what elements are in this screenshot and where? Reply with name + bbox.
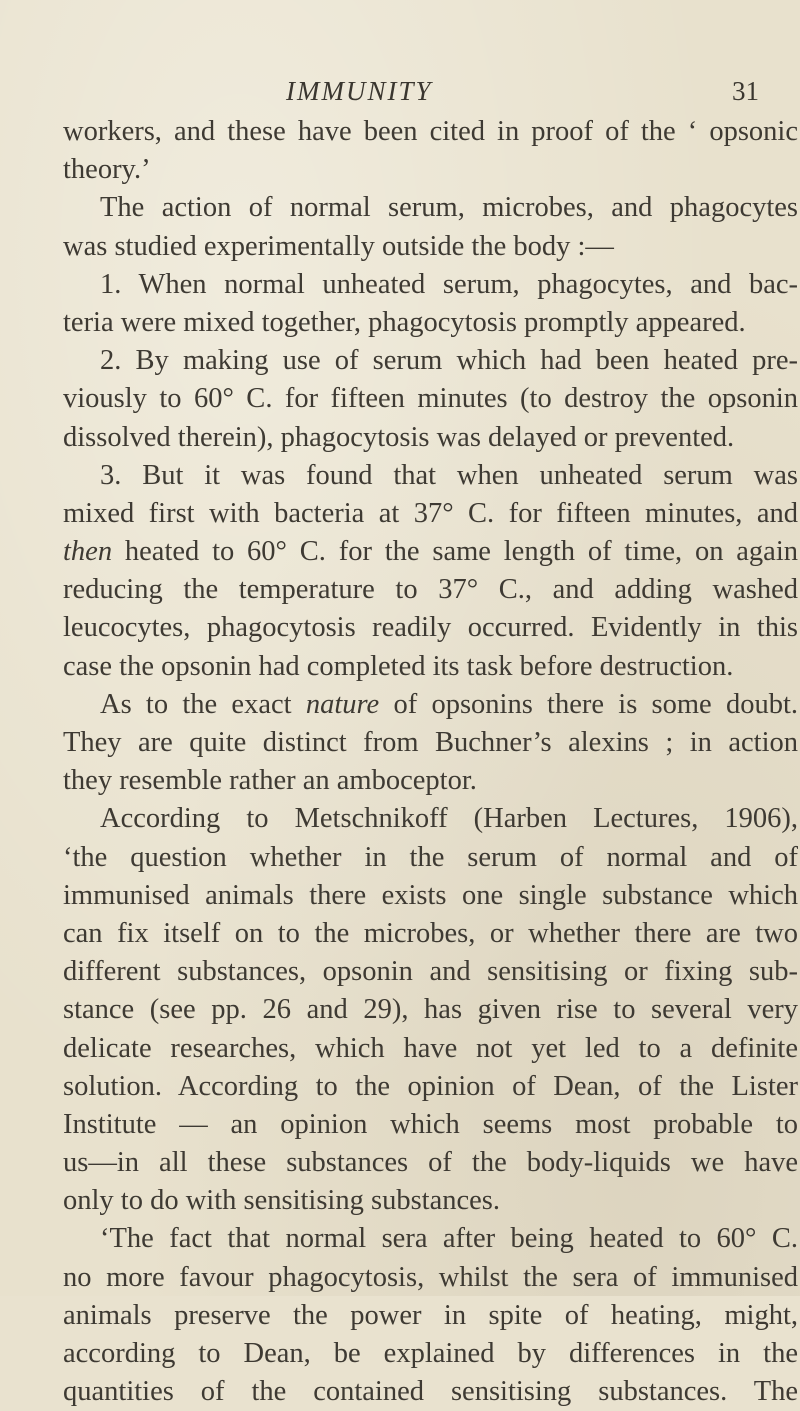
body-text — [63, 113, 798, 1411]
text-line: stance (see pp. 26 and 29), has given rise to several very — [63, 994, 798, 1026]
text-line — [63, 533, 798, 571]
text-line: dissolved therein), phagocytosis was delayed or prevented. — [63, 421, 735, 453]
text-line: quantities of the contained sensitising substances. The — [63, 1376, 798, 1408]
text-line — [63, 686, 798, 724]
text-line: 1. When normal unheated serum, phagocytes, and bac- — [100, 268, 798, 300]
italic-word: then — [63, 536, 113, 568]
text-line: theory.’ — [63, 154, 151, 186]
text-line: viously to 60° C. for fifteen minutes (to destroy the opsonin — [63, 383, 798, 415]
text-line: immunised animals there exists one single substance which — [63, 879, 798, 911]
text-line: animals preserve the power in spite of heating, might, — [63, 1299, 798, 1331]
text-line: The action of normal serum, microbes, and phagocytes — [100, 192, 798, 224]
text-line: no more favour phagocytosis, whilst the sera of immunised — [63, 1261, 798, 1293]
italic-word: nature — [305, 688, 380, 720]
text-line: they resemble rather an amboceptor. — [63, 765, 477, 797]
text-line: according to Dean, be explained by differences in the — [63, 1338, 798, 1369]
text-line: teria were mixed together, phagocytosis promptly appeared. — [63, 306, 746, 338]
text-segment: heated to 60° C. for the same length of time, on again — [112, 536, 798, 568]
text-segment: As to the exact — [100, 688, 306, 720]
text-line: They are quite distinct from Buchner’s alexins ; in action — [63, 727, 798, 758]
text-line: reducing the temperature to 37° C., and adding washed — [63, 574, 798, 606]
text-line: us—in all these substances of the body-liquids we have — [63, 1147, 798, 1179]
text-line: ‘the question whether in the serum of normal and of — [63, 841, 798, 873]
text-line: According to Metschnikoff (Harben Lectures, 1906), — [100, 803, 798, 835]
text-line: can fix itself on to the microbes, or whether there are two — [63, 917, 798, 949]
text-line: Institute — an opinion which seems most probable to — [63, 1108, 798, 1140]
text-line: different substances, opsonin and sensitising or fixing sub- — [63, 956, 798, 988]
text-line: workers, and these have been cited in proof of the ‘ opsonic — [63, 116, 798, 147]
running-header — [0, 70, 800, 110]
text-line: 3. But it was found that when unheated serum was — [100, 459, 798, 491]
text-line: 2. By making use of serum which had been heated pre- — [100, 345, 798, 377]
text-line: ‘The fact that normal sera after being heated to 60° C. — [100, 1223, 798, 1255]
text-line: was studied experimentally outside the body :— — [63, 230, 614, 262]
text-line: delicate researches, which have not yet led to a definite — [63, 1032, 798, 1064]
text-line: solution. According to the opinion of Dean, of the Lister — [63, 1070, 798, 1102]
page-number: 31 — [732, 76, 759, 106]
text-line: case the opsonin had completed its task before destruction. — [63, 650, 734, 682]
text-line: only to do with sensitising substances. — [63, 1185, 500, 1217]
text-line: mixed first with bacteria at 37° C. for fifteen minutes, and — [63, 497, 798, 529]
text-line: leucocytes, phagocytosis readily occurred. Evidently in this — [63, 612, 798, 644]
running-title: IMMUNITY — [286, 76, 433, 106]
text-segment: of opsonins there is some doubt. — [379, 688, 799, 720]
